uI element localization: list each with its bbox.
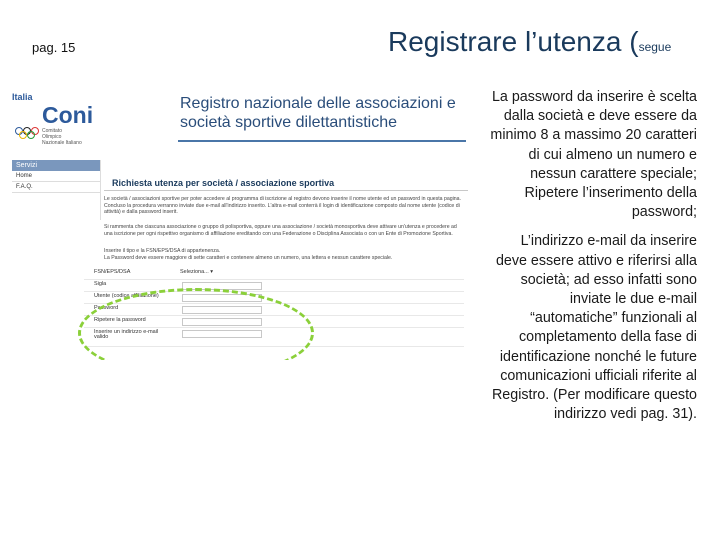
fsn-select-value: Seleziona... bbox=[180, 269, 209, 275]
sidebar-item-faq[interactable]: F.A.Q. bbox=[12, 182, 100, 193]
repeat-password-label: Ripetere la password bbox=[94, 317, 146, 323]
title-suffix: segue bbox=[638, 40, 672, 54]
embedded-screenshot bbox=[8, 88, 471, 360]
request-title: Richiesta utenza per società / associazione sportiva bbox=[112, 178, 335, 188]
paragraph-email: L’indirizzo e-mail da inserire deve essere attivo e riferirsi alla società; ad esso infatti sono inviate le due e-mail “automatiche” funzionali al completamento della fase di identificazione nonché le future comunicazioni ufficiali riferite al Registro. (Per modificare questo indirizzo vedi pag. 31). bbox=[491, 233, 697, 423]
explanation-text bbox=[490, 88, 697, 424]
registry-title: Registro nazionale delle associazioni e società sportive dilettantistiche bbox=[180, 95, 456, 131]
username-label: Utente (codice affiliazione) bbox=[94, 293, 159, 299]
title-divider bbox=[104, 190, 468, 191]
paragraph-password: La password da inserire è scelta dalla società e deve essere da minimo 8 a massimo 20 caratteri di cui almeno un numero e nessun carattere speciale; Ripetere l’inserimento della password; bbox=[490, 89, 697, 221]
chevron-down-icon: ▾ bbox=[210, 269, 214, 275]
intro-paragraph-1: Le società / associazioni sportive per poter accedere al programma di iscrizione al registro devono inserire il nome utente ed un password in questa pagina. Concluso la procedura verranno inviate due e-mail all'indirizzo inserito. L'altra e-mail conterrà il login di identificazione composto dal nome utente (codice di attività) e dalla password inserit. bbox=[104, 196, 461, 215]
fsn-label: FSN/EPS/DSA bbox=[94, 269, 131, 275]
intro-paragraph-3: Inserire il tipo e la FSN/EPS/DSA di appartenenza. bbox=[104, 248, 221, 254]
header-divider bbox=[178, 140, 466, 142]
intro-paragraph-2: Si rammenta che ciascuna associazione o gruppo di polisportiva, oppure una associazione / società monosportiva deve attivare un'utenza e procedere ad una iscrizione per ogni rispettivo organismo di affiliazione ereditando con una Federazione o Disciplina Associata o con un Ente di Promozione Sportiva. bbox=[104, 224, 457, 237]
page-number: pag. 15 bbox=[32, 40, 76, 55]
intro-paragraph-4: La Password deve essere maggiore di sette caratteri e contenere almeno un numero, una lettera e nessun carattere speciale. bbox=[104, 255, 393, 261]
logo-top-text: Italia bbox=[12, 92, 33, 102]
sidebar-header: Servizi bbox=[12, 160, 100, 171]
logo-subtitle: Comitato Olimpico Nazionale Italiano bbox=[42, 128, 82, 146]
page-title bbox=[388, 26, 671, 58]
fsn-select[interactable] bbox=[180, 269, 213, 275]
olympic-rings-icon bbox=[14, 126, 42, 140]
coni-logo: Coni bbox=[42, 102, 94, 128]
email-label: Inserire un indirizzo e-mail valido bbox=[94, 329, 159, 340]
sigla-label: Sigla bbox=[94, 281, 107, 287]
form-row-sigla bbox=[84, 280, 464, 292]
sidebar-item-home[interactable]: Home bbox=[12, 171, 100, 182]
title-main: Registrare l’utenza ( bbox=[388, 26, 639, 57]
password-label: Password bbox=[94, 305, 119, 311]
form-row-fsn bbox=[84, 268, 464, 280]
sidebar bbox=[12, 160, 101, 220]
